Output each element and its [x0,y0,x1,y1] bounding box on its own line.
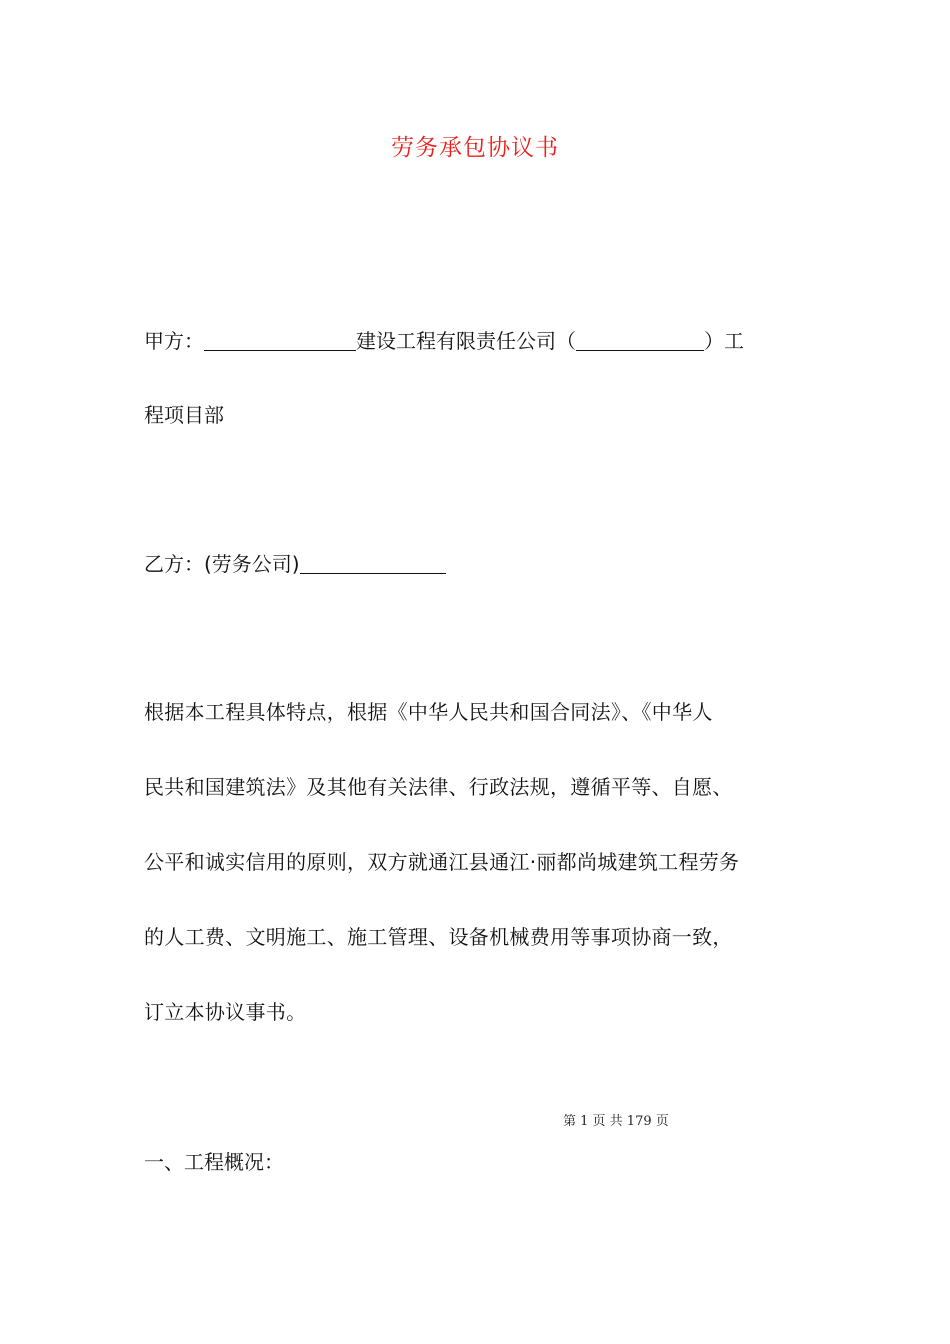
preamble-paragraph [144,697,816,1072]
preamble-line: 订立本协议事书。 [144,1000,307,1024]
party-b-line [144,549,816,579]
party-a-paren-close: ）工 [704,329,744,353]
party-b-name-blank [300,551,446,574]
page-title: 劳务承包协议书 [391,135,559,161]
page-number-footer: 第 1 页 共 179 页 [563,1114,669,1129]
party-a-label: 甲方： [144,329,204,353]
party-a-line [144,326,816,356]
preamble-line: 民共和国建筑法》及其他有关法律、行政法规，遵循平等、自愿、 [144,775,733,799]
party-a-name-blank [204,328,356,351]
preamble-line: 根据本工程具体特点，根据《中华人民共和国合同法》、《中华人 [144,700,713,724]
section-heading: 一、工程概况： [144,1150,284,1174]
preamble-line: 公平和诚实信用的原则，双方就通江县通江·丽都尚城建筑工程劳务 [144,850,740,874]
party-a-continuation: 程项目部 [144,403,224,427]
preamble-line: 的人工费、文明施工、施工管理、设备机械费用等事项协商一致， [144,925,733,949]
party-b-label: 乙方：(劳务公司) [144,552,300,576]
party-a-paren-open: （ [556,329,576,353]
party-a-paren-blank [576,328,704,351]
party-a-company-text: 建设工程有限责任公司 [356,329,556,353]
